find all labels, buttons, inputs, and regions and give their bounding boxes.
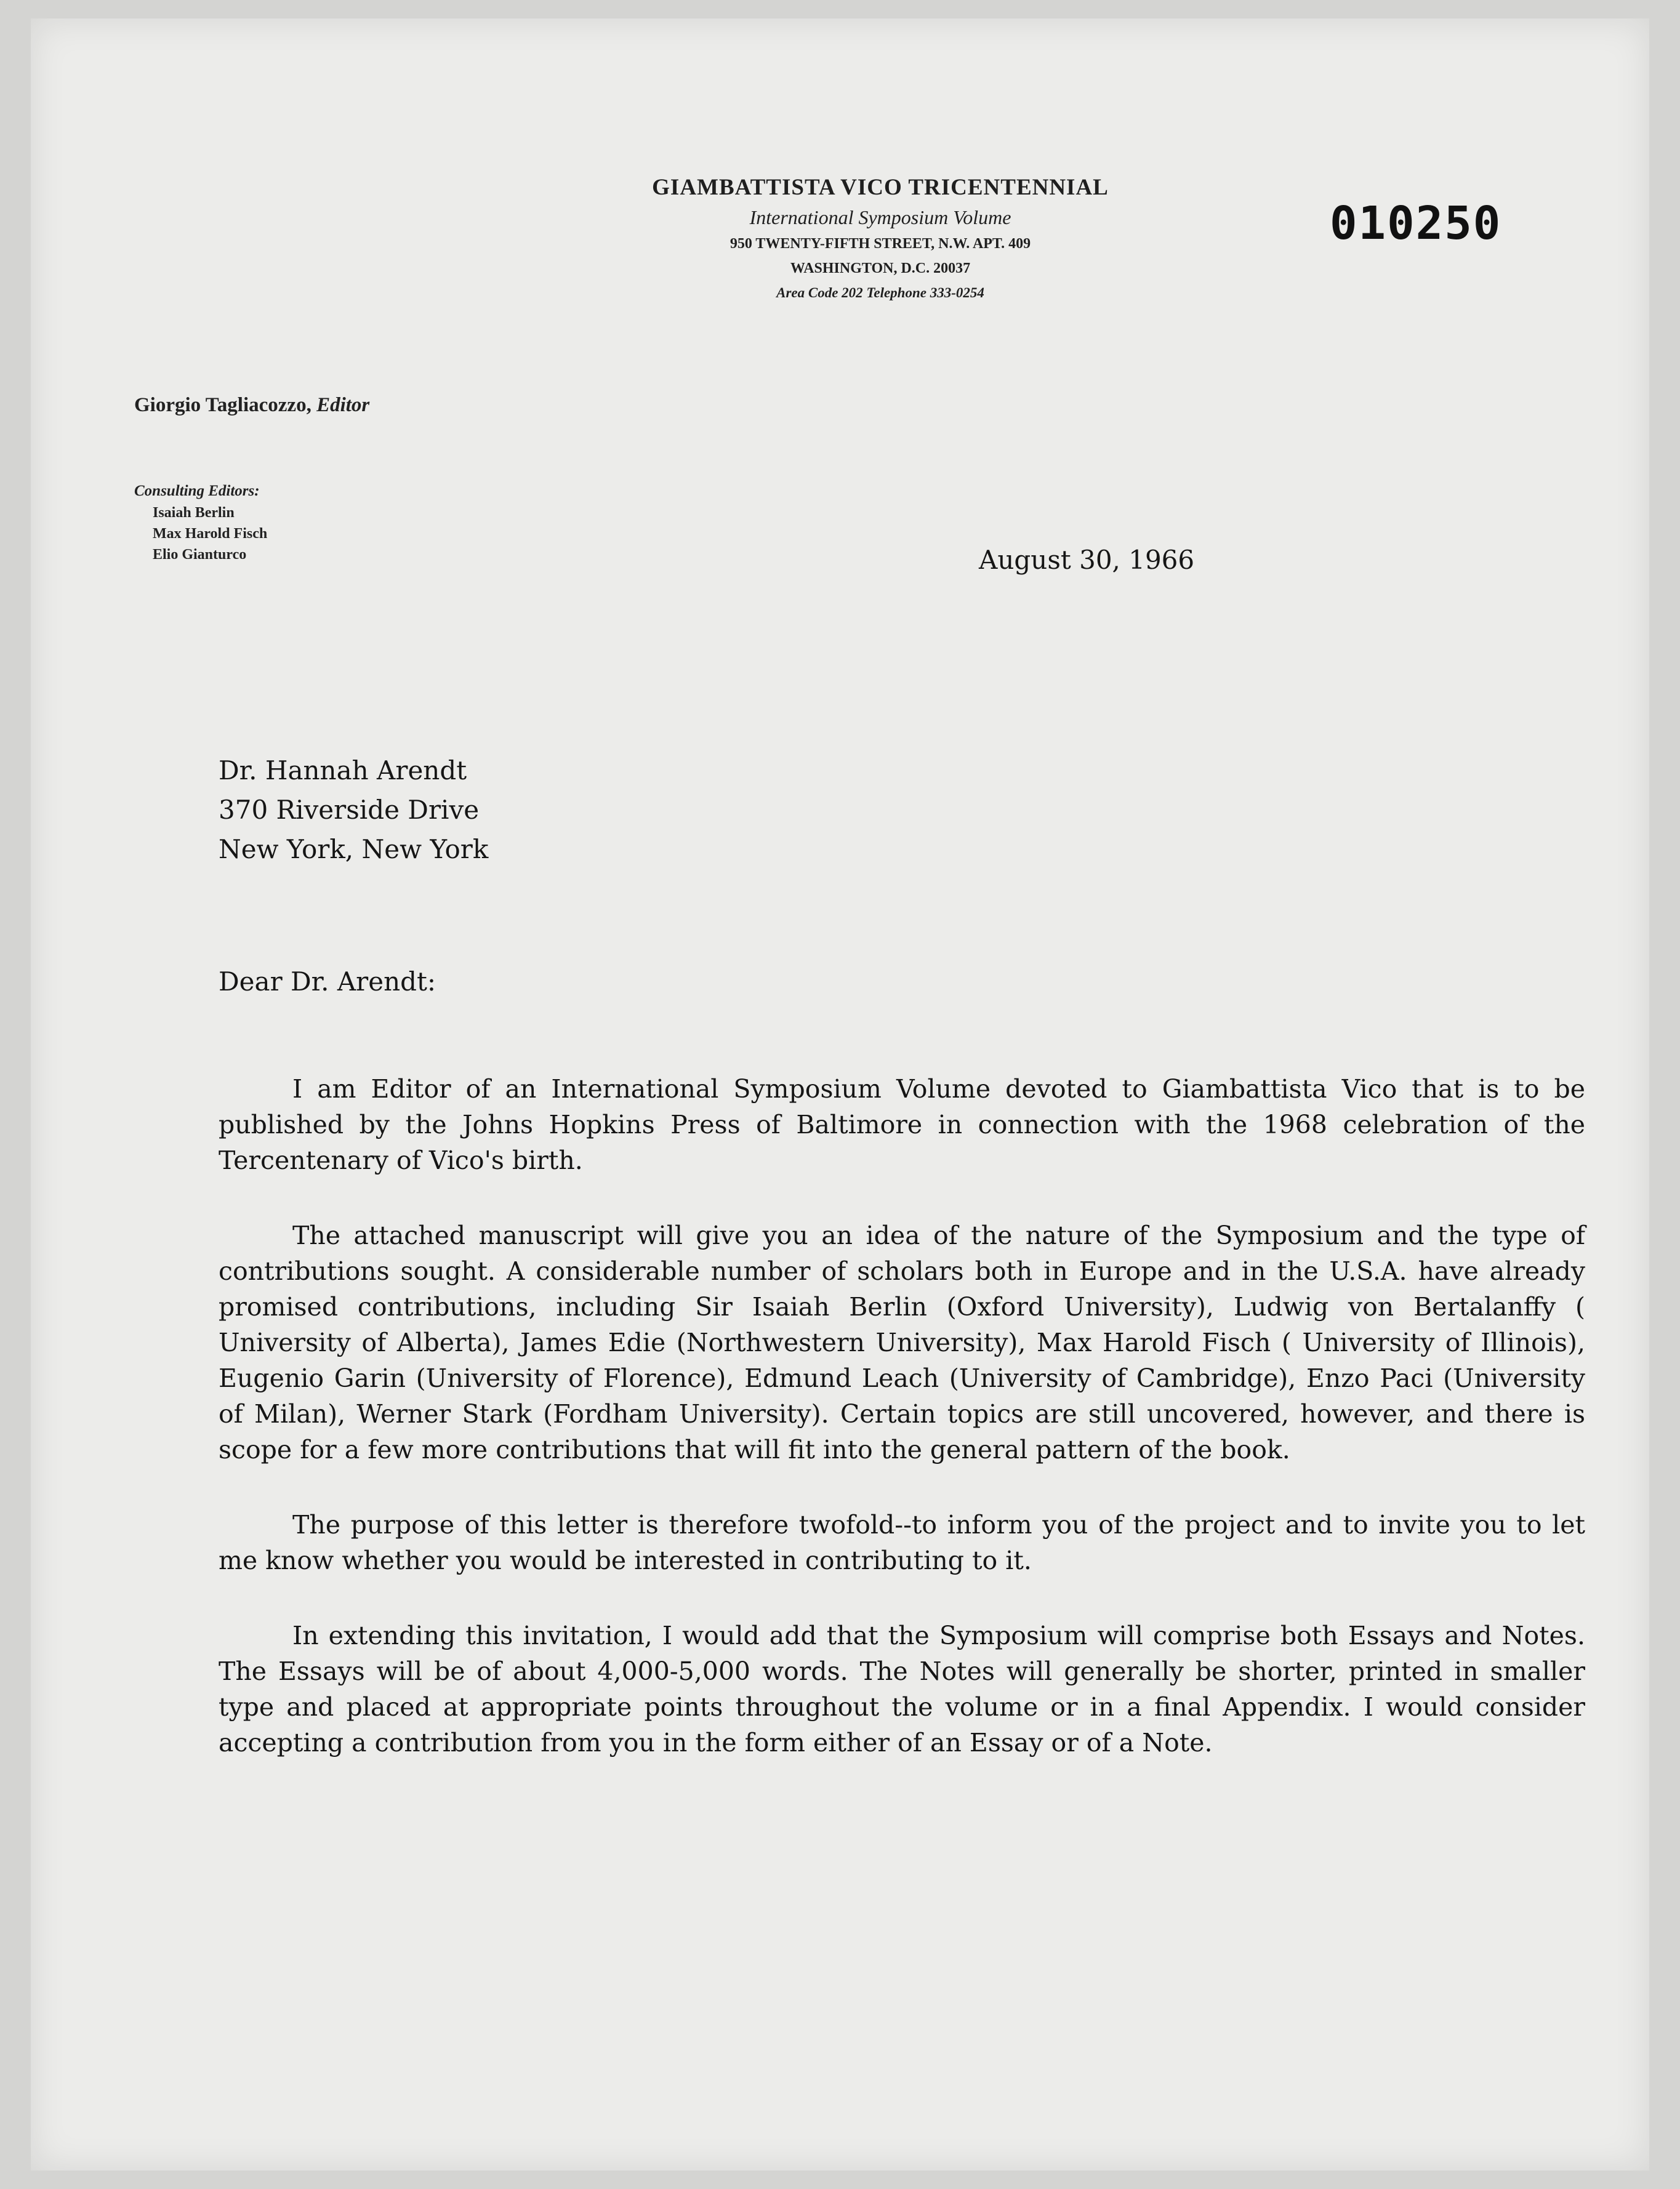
letterhead-title: GIAMBATTISTA VICO TRICENTENNIAL — [652, 175, 1109, 200]
addressee-name: Dr. Hannah Arendt — [219, 755, 467, 785]
letterhead-city: WASHINGTON, D.C. 20037 — [790, 260, 971, 276]
consulting-editor: Max Harold Fisch — [153, 526, 268, 542]
salutation: Dear Dr. Arendt: — [219, 966, 436, 997]
letterhead — [609, 172, 1151, 305]
letter-page — [31, 18, 1649, 2171]
letter-body — [219, 1071, 1585, 1800]
consulting-editors-title: Consulting Editors: — [134, 483, 260, 499]
consulting-editor: Elio Gianturco — [153, 547, 247, 563]
editor-line — [134, 394, 369, 417]
letterhead-phone: Area Code 202 Telephone 333-0254 — [776, 285, 984, 300]
addressee-block — [219, 751, 488, 869]
consulting-editors — [134, 480, 267, 565]
body-paragraph: In extending this invitation, I would add that the Symposium will comprise both Essays and Notes. The Essays will be of about 4,000-5,000 words. The Notes will generally be shorter, printed in smaller type and placed at appropriate points throughout the volume or in a final Appendix. I would consider accepting a contribution from you in the form either of an Essay or of a Note. — [219, 1621, 1585, 1757]
body-paragraph: The attached manuscript will give you an idea of the nature of the Symposium and the type of contributions sought. A considerable number of scholars both in Europe and in the U.S.A. have already promised contributions, including Sir Isaiah Berlin (Oxford University), Ludwig von Bertalanffy ( University of Alberta), James Edie (Northwestern University), Max Harold Fisch ( University of Illinois), Eugenio Garin (University of Florence), Edmund Leach (University of Cambridge), Enzo Paci (University of Milan), Werner Stark (Fordham University). Certain topics are still uncovered, however, and there is scope for a few more contributions that will fit into the general pattern of the book. — [219, 1221, 1585, 1464]
letterhead-street: 950 TWENTY-FIFTH STREET, N.W. APT. 409 — [729, 236, 1031, 252]
addressee-street: 370 Riverside Drive — [219, 795, 480, 825]
consulting-editors-list — [134, 502, 267, 565]
editor-role: Editor — [316, 394, 370, 416]
document-number-stamp: 010250 — [1330, 197, 1502, 250]
body-paragraph: I am Editor of an International Symposium Volume devoted to Giambattista Vico that is to be published by the Johns Hopkins Press of Baltimore in connection with the 1968 celebration of the Tercentenary of Vico's birth. — [219, 1074, 1585, 1175]
addressee-city: New York, New York — [219, 834, 489, 864]
consulting-editor: Isaiah Berlin — [153, 505, 235, 521]
letterhead-subtitle: International Symposium Volume — [749, 206, 1011, 228]
body-paragraph: The purpose of this letter is therefore twofold--to inform you of the project and to invite you to let me know whether you would be interested in contributing to it. — [219, 1510, 1585, 1575]
editor-name: Giorgio Tagliacozzo, — [134, 394, 311, 416]
letter-date: August 30, 1966 — [979, 545, 1195, 575]
